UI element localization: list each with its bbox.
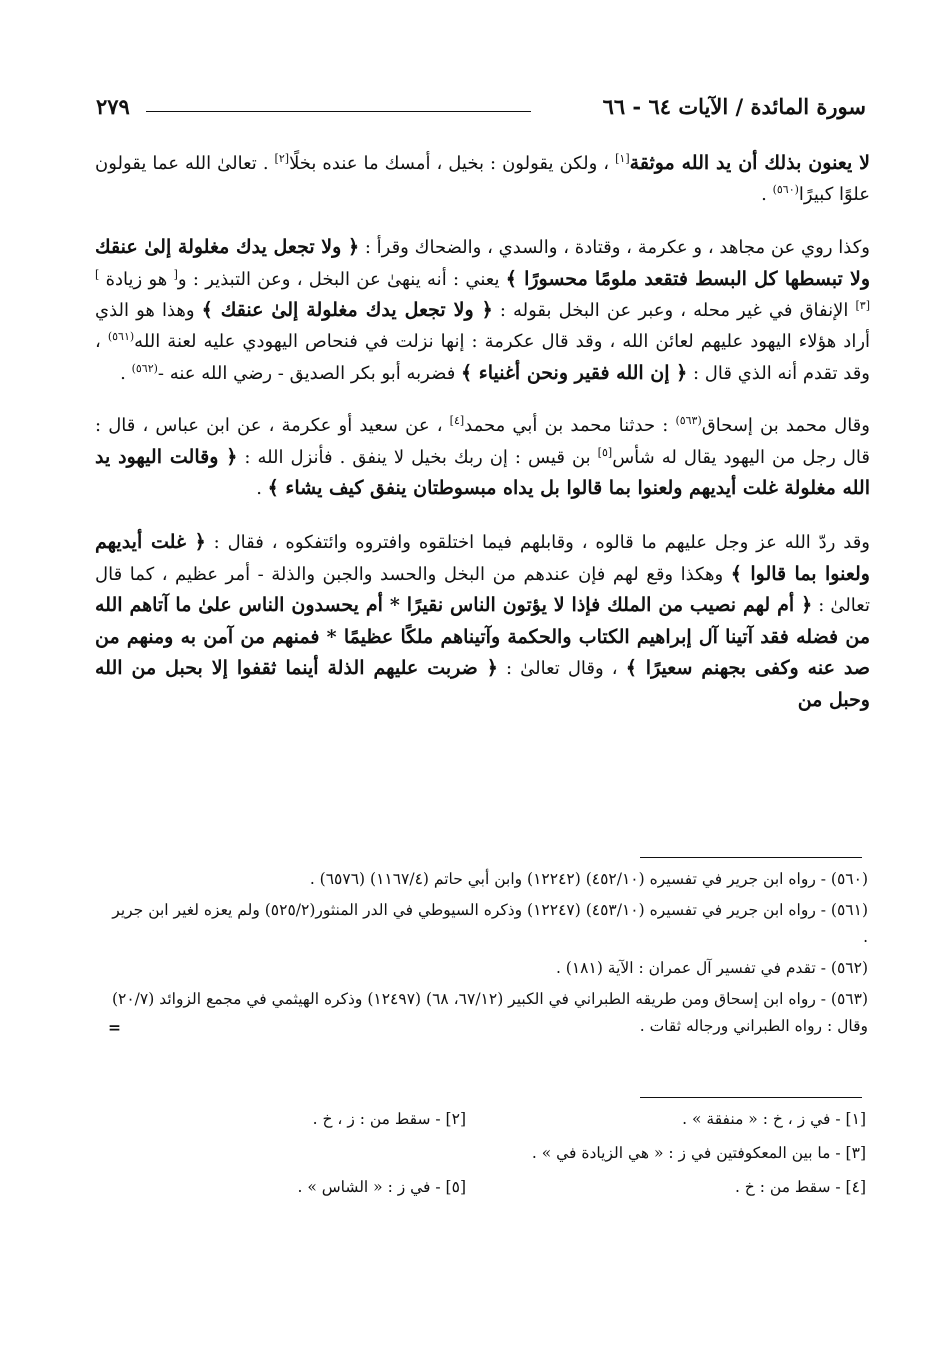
footnote-ref: [٤] — [449, 414, 465, 428]
page-number: ٢٧٩ — [96, 94, 130, 119]
text-run: وقد ردّ الله عز وجل عليهم ما قالوه ، وقابلهم فيما اختلقوه وافتروه وائتفكوه ، فقال : — [205, 531, 871, 553]
text-run: فضربه أبو بكر الصديق - رضي الله عنه - — [157, 362, 462, 384]
quran-verse: ﴿ ضربت عليهم الذلة أينما ثقفوا إلا بحبل من الله وحبل من — [95, 657, 870, 711]
manuscript-variants — [110, 1110, 866, 1212]
text-run: : حدثنا محمد بن أبي محمد — [464, 415, 676, 437]
quran-verse: ﴿ ولا تجعل يدك مغلولة إلىٰ عنقك ولا تبسطها كل البسط فتقعد ملومًا محسورًا ﴾ — [95, 236, 871, 290]
footnote-ref: (٥٦٠) — [772, 182, 799, 196]
variant-3: [٣] - ما بين المعكوفتين في ز : « هي الزيادة في » . — [531, 1144, 866, 1162]
text-run: ، وقد تقدم أنه الذي قال : — [95, 330, 870, 384]
footnote-ref: (٥٦١) — [107, 329, 135, 343]
footnote-561: (٥٦١) - رواه ابن جرير في تفسيره (٤٥٣/١٠) (١٢٢٤٧) وذكره السيوطي في الدر المنثور(٥٢٥/٢) ولم يعزه لغير ابن جرير . — [112, 901, 868, 946]
footnote-560: (٥٦٠) - رواه ابن جرير في تفسيره (٤٥٢/١٠) (١٢٢٤٢) وابن أبي حاتم (١١٦٧/٤) (٦٥٧٦) . — [309, 870, 868, 888]
text-run: وكذا روي عن مجاهد ، و عكرمة ، وقتادة ، والسدي ، والضحاك وقرأ : — [359, 237, 870, 259]
text-run: ، ولكن يقولون : بخيل ، أمسك ما عنده بخلًا — [289, 153, 616, 174]
continuation-mark: = — [108, 1018, 121, 1037]
variant-5: [٥] - في ز : « الشاس » . — [297, 1178, 466, 1196]
text-run: . تعالىٰ الله عما يقولون علوًا كبيرًا — [95, 153, 870, 205]
footnote-ref: [١] — [615, 152, 630, 165]
paragraph-2 — [95, 232, 870, 389]
footnote-ref: [ — [173, 267, 178, 281]
quran-verse: ﴿ أم لهم نصيب من الملك فإذا لا يؤتون الناس نقيرًا * أم يحسدون الناس علىٰ ما آتاهم الله من فضله فقد آتينا آل إبراهيم الكتاب والحكمة وآتيناهم ملكًا عظيمًا * فمنهم من آمن به ومنهم من صد عنه وكفى بجهنم سعيرًا ﴾ — [95, 594, 870, 680]
text-run: ، وقال تعالىٰ : — [497, 658, 626, 680]
text-run: الإنفاق في غير محله ، وعبر عن البخل بقوله : — [492, 300, 856, 322]
variant-row — [110, 1178, 866, 1212]
paragraph-1 — [95, 148, 870, 210]
footnote-ref: [٥] — [597, 445, 613, 459]
paragraph-3 — [95, 411, 870, 505]
quran-verse: لا يعنون بذلك أن يد الله موثقة — [629, 152, 870, 174]
quran-verse: ﴿ وقالت اليهود يد الله مغلولة غلت أيديهم ولعنوا بما قالوا بل يداه مبسوطتان ينفق كيف يشاء ﴾ — [95, 445, 870, 500]
text-run: . — [256, 478, 268, 500]
quran-verse: ﴿ إن الله فقير ونحن أغنياء ﴾ — [461, 361, 688, 384]
text-run: وهذا هو الذي أراد هؤلاء اليهود عليهم لعائن الله ، وقد قال عكرمة : إنها نزلت في فنحاص اليهودي عليه لعنة الله — [95, 300, 871, 352]
variants-separator — [640, 1097, 862, 1098]
footnote-563-text: (٥٦٣) - رواه ابن إسحاق ومن طريقه الطبراني في الكبير (٦٧/١٢، ٦٨) (١٢٤٩٧) وذكره الهيثمي في مجمع الزوائد (٢٠/٧) وقال : رواه الطبراني ورجاله ثقات . — [111, 990, 868, 1035]
footnote-562: (٥٦٢) - تقدم في تفسير آل عمران : الآية (١٨١) . — [555, 959, 868, 977]
text-run: . — [761, 183, 773, 205]
running-title: سورة المائدة / الآيات ٦٤ - ٦٦ — [602, 94, 866, 119]
variant-2: [٢] - سقط من : ز ، خ . — [312, 1110, 466, 1128]
variant-4: [٤] - سقط من : خ . — [734, 1178, 866, 1196]
footnotes — [108, 866, 868, 1045]
footnote-ref: ] — [95, 267, 100, 281]
paragraph-4 — [95, 527, 870, 717]
variant-row — [110, 1110, 866, 1144]
header-rule — [146, 111, 531, 112]
text-run: وهكذا وقع لهم فإن عندهم من البخل والحسد والجبن والذلة - أمر عظيم ، كما قال تعالىٰ : — [95, 563, 870, 617]
text-run: ، عن سعيد أو عكرمة ، عن ابن عباس ، قال : قال رجل من اليهود يقال له شأس — [95, 415, 870, 468]
text-run: هو زيادة — [99, 268, 174, 290]
variant-row — [110, 1144, 866, 1178]
footnote-separator — [640, 857, 862, 858]
text-run: بن قيس : إن ربك بخيل لا ينفق . فأنزل الله : — [237, 446, 598, 468]
text-run: وقال محمد بن إسحاق — [701, 415, 870, 437]
main-text — [95, 148, 870, 739]
quran-verse: ﴿ ولا تجعل يدك مغلولة إلىٰ عنقك ﴾ — [201, 299, 493, 322]
footnote-ref: (٥٦٢) — [131, 361, 158, 375]
quran-verse: ﴿ غلت أيديهم ولعنوا بما قالوا ﴾ — [95, 530, 870, 585]
text-run: يعني : أنه ينهىٰ عن البخل ، وعن التبذير : و — [177, 268, 506, 290]
footnote-ref: (٥٦٣) — [675, 414, 702, 428]
text-run: . — [120, 362, 132, 384]
footnote-ref: [٢] — [274, 152, 290, 165]
footnote-ref: [٣] — [855, 299, 870, 313]
page-header — [96, 92, 866, 132]
variant-1: [١] - في ز ، خ : « منفقة » . — [682, 1110, 866, 1128]
